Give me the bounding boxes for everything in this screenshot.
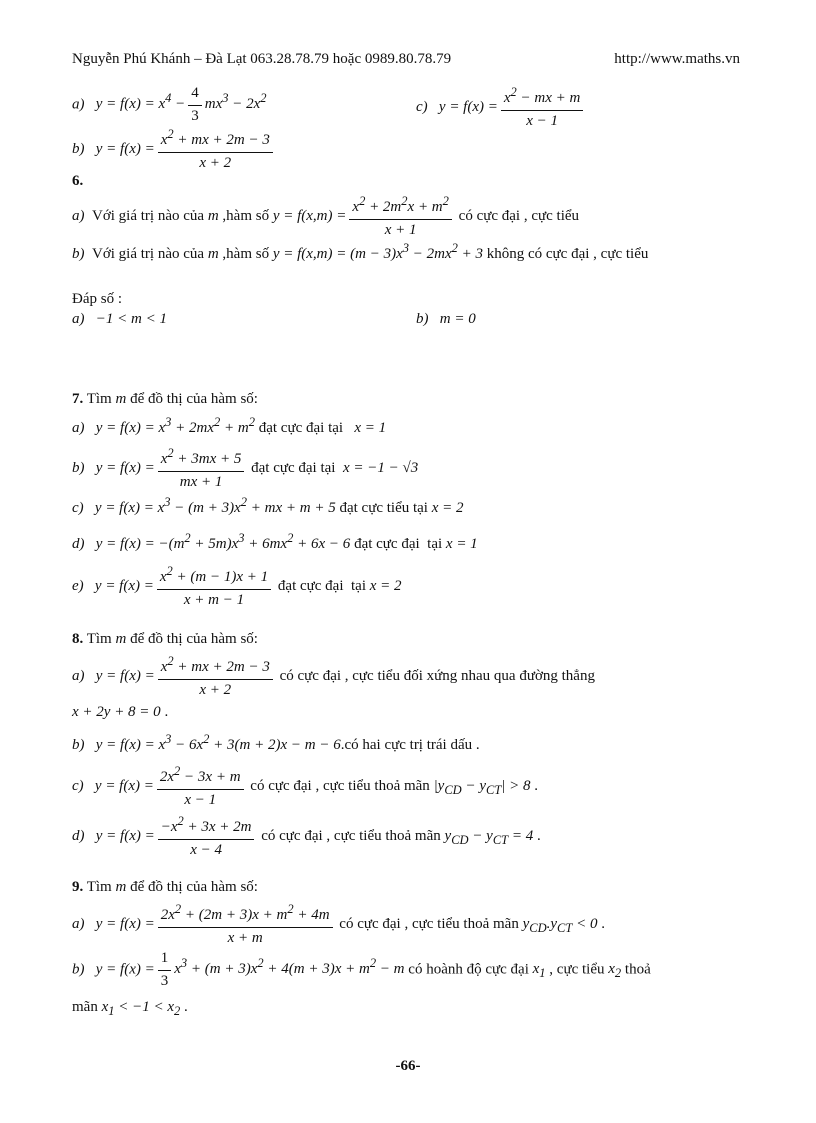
ex8-a-cont: x + 2y + 8 = 0 . (72, 704, 169, 720)
ex9-b: b) y = f(x) = $\frac{1}{3}$ $x^3 + (m + 3)x^2 + 4(m + 3)x + m^2 - m$ có hoành độ cực đại $x_1$ , cực tiểu $x_2$ thoả (72, 950, 651, 989)
answer-a: a) −1 < m < 1 (72, 311, 167, 327)
ex7-b: b) y = f(x) = $\frac{x^2 + 3mx + 5}{mx + 1}$ đạt cực đại tại x = −1 − √3 (72, 446, 419, 490)
ex6-b: b) Với giá trị nào của m ,hàm số $y = f(x,m) = (m - 3)x^3 - 2mx^2 + 3$ không có cực đại , cực tiểu (72, 241, 649, 262)
ex7-c: c) $y = f(x) = x^3 - (m + 3)x^2$ + mx + m + 5 đạt cực tiểu tại x = 2 (72, 495, 464, 516)
ex8-b: b) $y = f(x) = x^3 - 6x^2 + 3(m + 2)x - m$ − 6.có hai cực trị trái dấu . (72, 732, 480, 753)
ex7-e: e) y = f(x) = $\frac{x^2 + (m - 1)x + 1}{x + m - 1}$ đạt cực đại tại x = 2 (72, 564, 402, 608)
ex5-a: a) $y = f(x) = x^4$ − $\frac{4}{3}$ $mx^3 - 2x^2$ (72, 85, 267, 124)
ex7-heading: 7. Tìm m để đồ thị của hàm số: (72, 391, 258, 407)
ex5-c: c) y = f(x) = $\frac{x^2 - mx + m}{x - 1}$ (416, 84, 586, 131)
ex8-a: a) y = f(x) = $\frac{x^2 + mx + 2m - 3}{x + 2}$ có cực đại , cực tiểu đối xứng nhau qua đường thẳng (72, 654, 595, 698)
ex6-heading: 6. (72, 173, 84, 189)
answer-heading: Đáp số : (72, 291, 122, 307)
ex8-heading: 8. Tìm m để đồ thị của hàm số: (72, 631, 258, 647)
page-number: -66- (395, 1058, 421, 1074)
ex9-a: a) y = f(x) = $\frac{2x^2 + (2m + 3)x + m^2 + 4m}{x + m}$ có cực đại , cực tiểu thoả mãn $y_{CD}.y_{CT} < 0$ . (72, 902, 605, 946)
answer-b: b) m = 0 (416, 311, 476, 327)
ex8-c: c) y = f(x) = $\frac{2x^2 - 3x + m}{x - 1}$ có cực đại , cực tiểu thoả mãn $|y_{CD} - y_{CT}| > 8$ . (72, 764, 539, 808)
ex9-heading: 9. Tìm m để đồ thị của hàm số: (72, 879, 258, 895)
header-url: http://www.maths.vn (614, 51, 740, 67)
ex5-b: b) y = f(x) = $\frac{x^2 + mx + 2m - 3}{x + 2}$ (72, 126, 276, 173)
ex9-b-cont: mãn $x_1 < -1 < x_2$ . (72, 999, 188, 1018)
header-author: Nguyễn Phú Khánh – Đà Lạt 063.28.78.79 hoặc 0989.80.78.79 (72, 51, 452, 67)
ex6-a: a) Với giá trị nào của m ,hàm số y = f(x,m) = $\frac{x^2 + 2m^2x + m^2}{x + 1}$ có cực đại , cực tiểu (72, 194, 580, 238)
ex7-d: d) $y = f(x) = -(m^2 + 5m)x^3 + 6mx^2 + 6x - 6$ đạt cực đại tại x = 1 (72, 531, 478, 552)
ex7-a: a) $y = f(x) = x^3 + 2mx^2 + m^2$ đạt cực đại tại x = 1 (72, 415, 387, 436)
ex8-d: d) y = f(x) = $\frac{-x^2 + 3x + 2m}{x - 4}$ có cực đại , cực tiểu thoả mãn $y_{CD} - y_{CT} = 4$ . (72, 814, 541, 858)
